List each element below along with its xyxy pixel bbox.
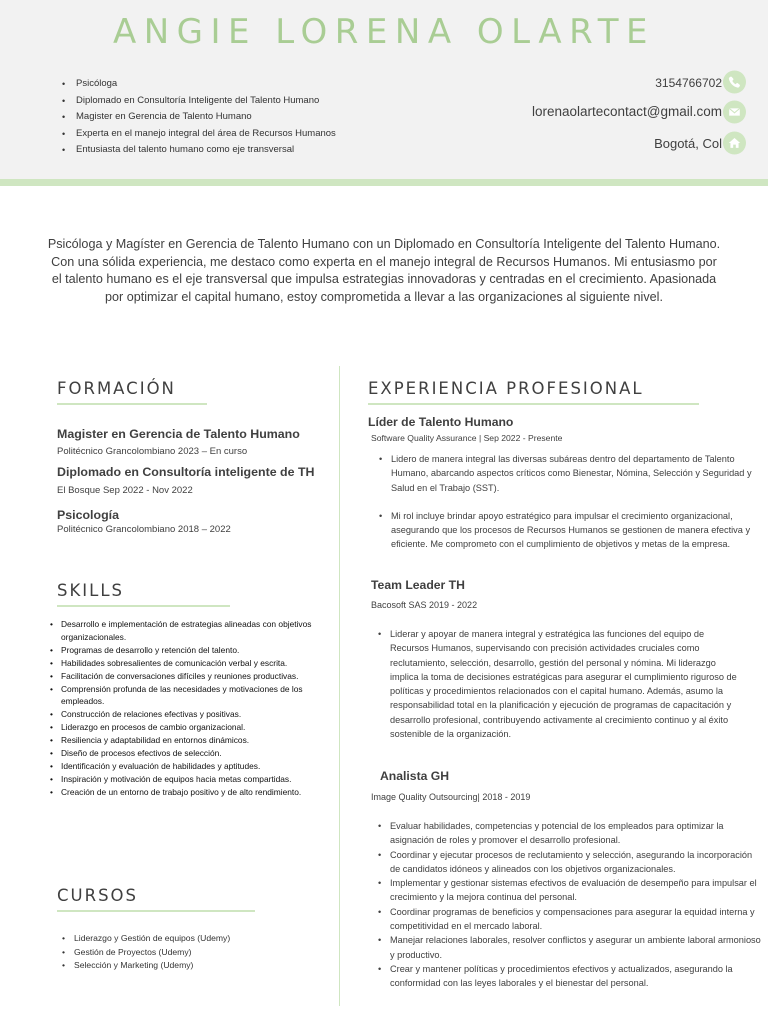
mail-icon	[723, 101, 746, 124]
section-underline	[57, 910, 255, 912]
home-icon	[723, 132, 746, 155]
job-bullets	[371, 452, 761, 552]
contact-email[interactable]	[302, 101, 722, 123]
headline-list	[62, 76, 336, 159]
job-role: Líder de Talento Humano	[368, 415, 514, 429]
headline-item: • Psicóloga	[62, 76, 336, 93]
section-underline	[57, 605, 230, 607]
column-divider	[339, 366, 340, 1006]
job-bullet: • Mi rol incluye brindar apoyo estratégico para impulsar el crecimiento organizacional, asegurando que los procesos de Recursos Humanos se gestionen de manera efectiva y eficiente. Me comprometo con el cumplimiento de objetivos y metas de la empresa.	[371, 509, 761, 552]
job-bullets	[370, 627, 740, 741]
job-bullet: • Evaluar habilidades, competencias y potencial de los empleados para optimizar la asignación de roles y promover el desarrollo profesional.	[370, 819, 762, 848]
headline-item: • Experta en el manejo integral del área de Recursos Humanos	[62, 126, 336, 143]
job-company: Image Quality Outsourcing| 2018 - 2019	[371, 792, 531, 802]
profile-summary: Psicóloga y Magíster en Gerencia de Talento Humano con un Diplomado en Consultoría Inteligente del Talento Humano. Con una sólida experiencia, me destaco como experta en el manejo integral de Recursos Humanos. Mi entusiasmo por el talento humano es el eje transversal que impulsa estrategias innovadoras y centradas en el crecimiento. Apasionada por optimizar el capital humano, estoy comprometida a llevar a las organizaciones al siguiente nivel.	[47, 237, 721, 304]
job-bullet: • Coordinar programas de beneficios y compensaciones para asegurar la equidad interna y competitividad en el mercado laboral.	[370, 905, 762, 934]
job-bullets	[370, 819, 762, 991]
headline-item: • Entusiasta del talento humano como eje transversal	[62, 142, 336, 159]
courses-list	[62, 932, 230, 973]
skill-item: • Habilidades sobresalientes de comunicación verbal y escrita.	[48, 657, 338, 670]
degree-title: Magister en Gerencia de Talento Humano	[57, 427, 300, 441]
phone-text: 3154766702	[655, 75, 722, 90]
course-item: • Selección y Marketing (Udemy)	[62, 959, 230, 973]
job-bullet: • Liderar y apoyar de manera integral y estratégica las funciones del equipo de Recursos Humanos, supervisando con precisión actividades cruciales como reclutamiento, selección, desarrollo, gestión del personal y nómina. Mi liderazgo implica la toma de decisiones estratégicas para asegurar el cumplimiento riguroso de políticas y procedimientos relacionados con el capital humano. Además, asumo la responsabilidad total en la planificación y ejecución de programas de capacitación y desarrollo profesional, contribuyendo activamente al crecimiento continuo y al éxito sostenible de la organización.	[370, 627, 740, 741]
skill-item: • Comprensión profunda de las necesidades y motivaciones de los empleados.	[48, 683, 338, 709]
job-bullet: • Lidero de manera integral las diversas subáreas dentro del departamento de Talento Humano, abarcando aspectos críticos como Bienestar, Nómina, Selección y Seguridad y Salud en el Trabajo (SST).	[371, 452, 761, 495]
skill-item: • Programas de desarrollo y retención del talento.	[48, 644, 338, 657]
section-title-skills: SKILLS	[57, 581, 125, 600]
skill-item: • Facilitación de conversaciones difíciles y reuniones productivas.	[48, 670, 338, 683]
skill-item: • Liderazgo en procesos de cambio organizacional.	[48, 721, 338, 734]
degree-detail: Politécnico Grancolombiano 2018 – 2022	[57, 524, 231, 535]
job-bullet: • Crear y mantener políticas y procedimientos efectivos y actualizados, asegurando la conformidad con las leyes laborales y el bienestar del personal.	[370, 962, 762, 991]
skill-item: • Resiliencia y adaptabilidad en entornos dinámicos.	[48, 734, 338, 747]
email-text: lorenaolartecontact@gmail.com	[531, 104, 722, 120]
section-title-experience: EXPERIENCIA PROFESIONAL	[368, 379, 644, 398]
job-role: Analista GH	[380, 769, 450, 783]
job-bullet: • Manejar relaciones laborales, resolver conflictos y asegurar un ambiente laboral armonioso y productivo.	[370, 933, 762, 962]
skills-list	[48, 618, 338, 799]
skill-item: • Inspiración y motivación de equipos hacia metas compartidas.	[48, 773, 338, 786]
degree-detail: El Bosque Sep 2022 - Nov 2022	[57, 485, 193, 496]
skill-item: • Construcción de relaciones efectivas y positivas.	[48, 708, 338, 721]
skill-item: • Desarrollo e implementación de estrategias alineadas con objetivos organizacionales.	[48, 618, 338, 644]
phone-icon	[723, 71, 746, 94]
section-title-education: FORMACIÓN	[57, 379, 176, 398]
candidate-name: ANGIE LORENA OLARTE	[112, 12, 656, 52]
location-text: Bogotá, Col	[654, 135, 722, 151]
section-underline	[368, 403, 699, 405]
skill-item: • Identificación y evaluación de habilidades y aptitudes.	[48, 760, 338, 773]
skill-item: • Creación de un entorno de trabajo positivo y de alto rendimiento.	[48, 786, 338, 799]
course-item: • Gestión de Proyectos (Udemy)	[62, 946, 230, 960]
headline-item: • Diplomado en Consultoría Inteligente del Talento Humano	[62, 93, 336, 110]
degree-title: Psicología	[57, 508, 119, 522]
degree-title: Diplomado en Consultoría inteligente de TH	[57, 465, 315, 479]
contact-location	[302, 132, 722, 154]
job-role: Team Leader TH	[371, 578, 465, 592]
job-company: Bacosoft SAS 2019 - 2022	[371, 600, 478, 610]
contact-phone[interactable]	[302, 72, 722, 92]
headline-item: • Magister en Gerencia de Talento Humano	[62, 109, 336, 126]
job-company: Software Quality Assurance | Sep 2022 - Presente	[371, 433, 563, 443]
job-bullet: • Implementar y gestionar sistemas efectivos de evaluación de desempeño para impulsar el crecimiento y la mejora continua del personal.	[370, 876, 762, 905]
section-underline	[57, 403, 207, 405]
degree-detail: Politécnico Grancolombiano 2023 – En curso	[57, 446, 248, 457]
section-title-courses: CURSOS	[57, 886, 138, 905]
skill-item: • Diseño de procesos efectivos de selección.	[48, 747, 338, 760]
course-item: • Liderazgo y Gestión de equipos (Udemy)	[62, 932, 230, 946]
job-bullet: • Coordinar y ejecutar procesos de reclutamiento y selección, asegurando la incorporación de candidatos idóneos y alineados con los objetivos organizacionales.	[370, 848, 762, 877]
header-accent-bar	[0, 179, 768, 186]
